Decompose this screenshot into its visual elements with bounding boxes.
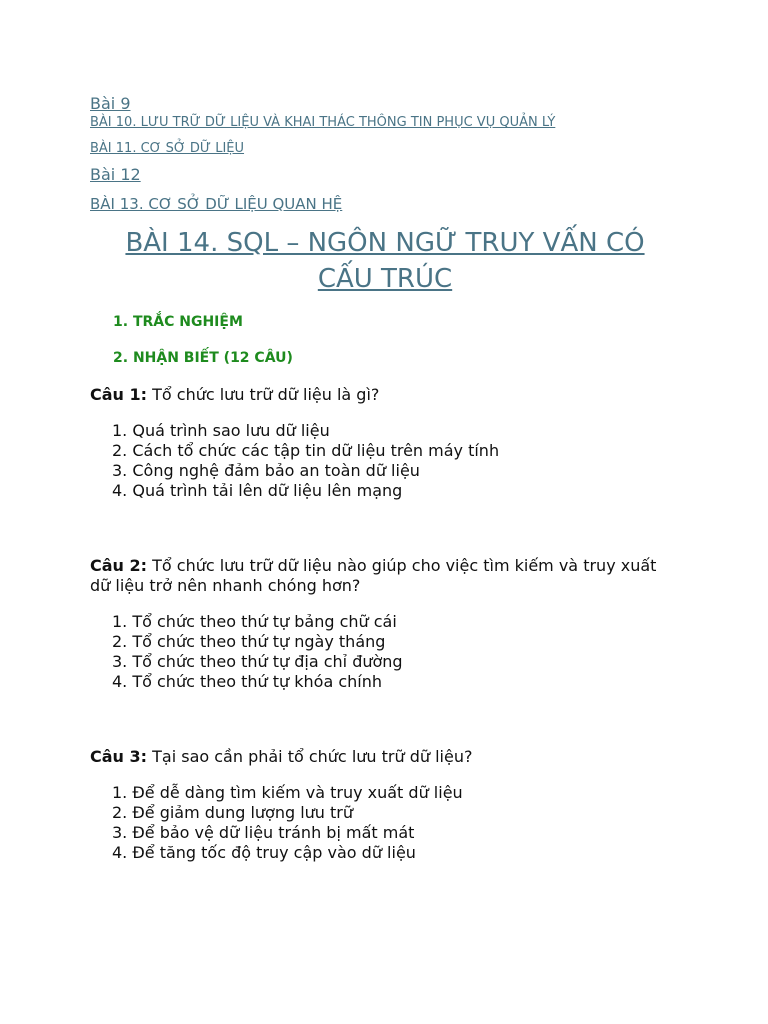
- question-label: Câu 3:: [90, 746, 148, 766]
- answer-option: [112, 441, 680, 461]
- answer-text: Quá trình tải lên dữ liệu lên mạng: [132, 480, 403, 500]
- answer-text: Cách tổ chức các tập tin dữ liệu trên máy tính: [132, 440, 500, 460]
- answer-text: Tổ chức theo thứ tự địa chỉ đường: [132, 651, 403, 671]
- answer-option: [112, 803, 680, 823]
- answer-text: Để tăng tốc độ truy cập vào dữ liệu: [132, 842, 416, 862]
- answer-number: 2.: [112, 440, 128, 460]
- question-label: Câu 1:: [90, 384, 148, 404]
- answer-list: [112, 421, 680, 501]
- question-block: [90, 556, 680, 692]
- toc-link-bai-11[interactable]: BÀI 11. CƠ SỞ DỮ LIỆU: [90, 140, 245, 156]
- toc-link-bai-13[interactable]: BÀI 13. CƠ SỞ DỮ LIỆU QUAN HỆ: [90, 194, 343, 213]
- answer-option: [112, 612, 680, 632]
- answer-number: 3.: [112, 460, 128, 480]
- question-body: Tại sao cần phải tổ chức lưu trữ dữ liệu?: [147, 746, 473, 766]
- page-title-line-2: CẤU TRÚC: [317, 263, 453, 294]
- answer-option: [112, 783, 680, 803]
- document-page: [90, 94, 680, 863]
- question-body: Tổ chức lưu trữ dữ liệu nào giúp cho việc tìm kiếm và truy xuất dữ liệu trở nên nhanh chóng hơn?: [90, 555, 657, 595]
- section-headings: [113, 313, 680, 367]
- question-label: Câu 2:: [90, 555, 148, 575]
- answer-text: Để giảm dung lượng lưu trữ: [132, 802, 354, 822]
- answer-number: 1.: [112, 611, 128, 631]
- answer-option: [112, 672, 680, 692]
- question-body: Tổ chức lưu trữ dữ liệu là gì?: [147, 384, 380, 404]
- answer-text: Tổ chức theo thứ tự ngày tháng: [132, 631, 386, 651]
- answer-number: 4.: [112, 842, 128, 862]
- answer-text: Để bảo vệ dữ liệu tránh bị mất mát: [132, 822, 415, 842]
- section-heading-text: NHẬN BIẾT (12 CÂU): [132, 349, 293, 366]
- answer-list: [112, 612, 680, 692]
- page-title-line-1: BÀI 14. SQL – NGÔN NGỮ TRUY VẤN CÓ: [125, 227, 645, 258]
- question-block: [90, 385, 680, 501]
- question-text: [90, 556, 680, 596]
- answer-number: 1.: [112, 420, 128, 440]
- answer-number: 2.: [112, 802, 128, 822]
- answer-text: Công nghệ đảm bảo an toàn dữ liệu: [132, 460, 420, 480]
- answer-text: Quá trình sao lưu dữ liệu: [132, 420, 330, 440]
- toc-link-bai-10[interactable]: BÀI 10. LƯU TRỮ DỮ LIỆU VÀ KHAI THÁC THÔNG TIN PHỤC VỤ QUẢN LÝ: [90, 115, 556, 131]
- question-block: [90, 747, 680, 863]
- answer-text: Tổ chức theo thứ tự bảng chữ cái: [132, 611, 397, 631]
- section-heading-text: TRẮC NGHIỆM: [132, 313, 243, 330]
- answer-option: [112, 823, 680, 843]
- toc-link-bai-9[interactable]: Bài 9: [90, 94, 131, 113]
- toc-link-bai-12[interactable]: Bài 12: [90, 165, 141, 185]
- answer-option: [112, 843, 680, 863]
- section-heading: [113, 349, 680, 367]
- answer-list: [112, 783, 680, 863]
- question-text: [90, 747, 680, 767]
- answer-number: 3.: [112, 822, 128, 842]
- answer-text: Để dễ dàng tìm kiếm và truy xuất dữ liệu: [132, 782, 463, 802]
- answer-option: [112, 461, 680, 481]
- table-of-contents: [90, 94, 680, 213]
- page-title: [90, 225, 680, 297]
- answer-text: Tổ chức theo thứ tự khóa chính: [132, 671, 382, 691]
- answer-number: 2.: [112, 631, 128, 651]
- answer-number: 3.: [112, 651, 128, 671]
- section-heading: [113, 313, 680, 331]
- answer-option: [112, 421, 680, 441]
- answer-option: [112, 481, 680, 501]
- answer-option: [112, 632, 680, 652]
- section-heading-number: 2.: [113, 349, 129, 366]
- answer-option: [112, 652, 680, 672]
- answer-number: 4.: [112, 671, 128, 691]
- answer-number: 4.: [112, 480, 128, 500]
- section-heading-number: 1.: [113, 313, 129, 330]
- answer-number: 1.: [112, 782, 128, 802]
- question-text: [90, 385, 680, 405]
